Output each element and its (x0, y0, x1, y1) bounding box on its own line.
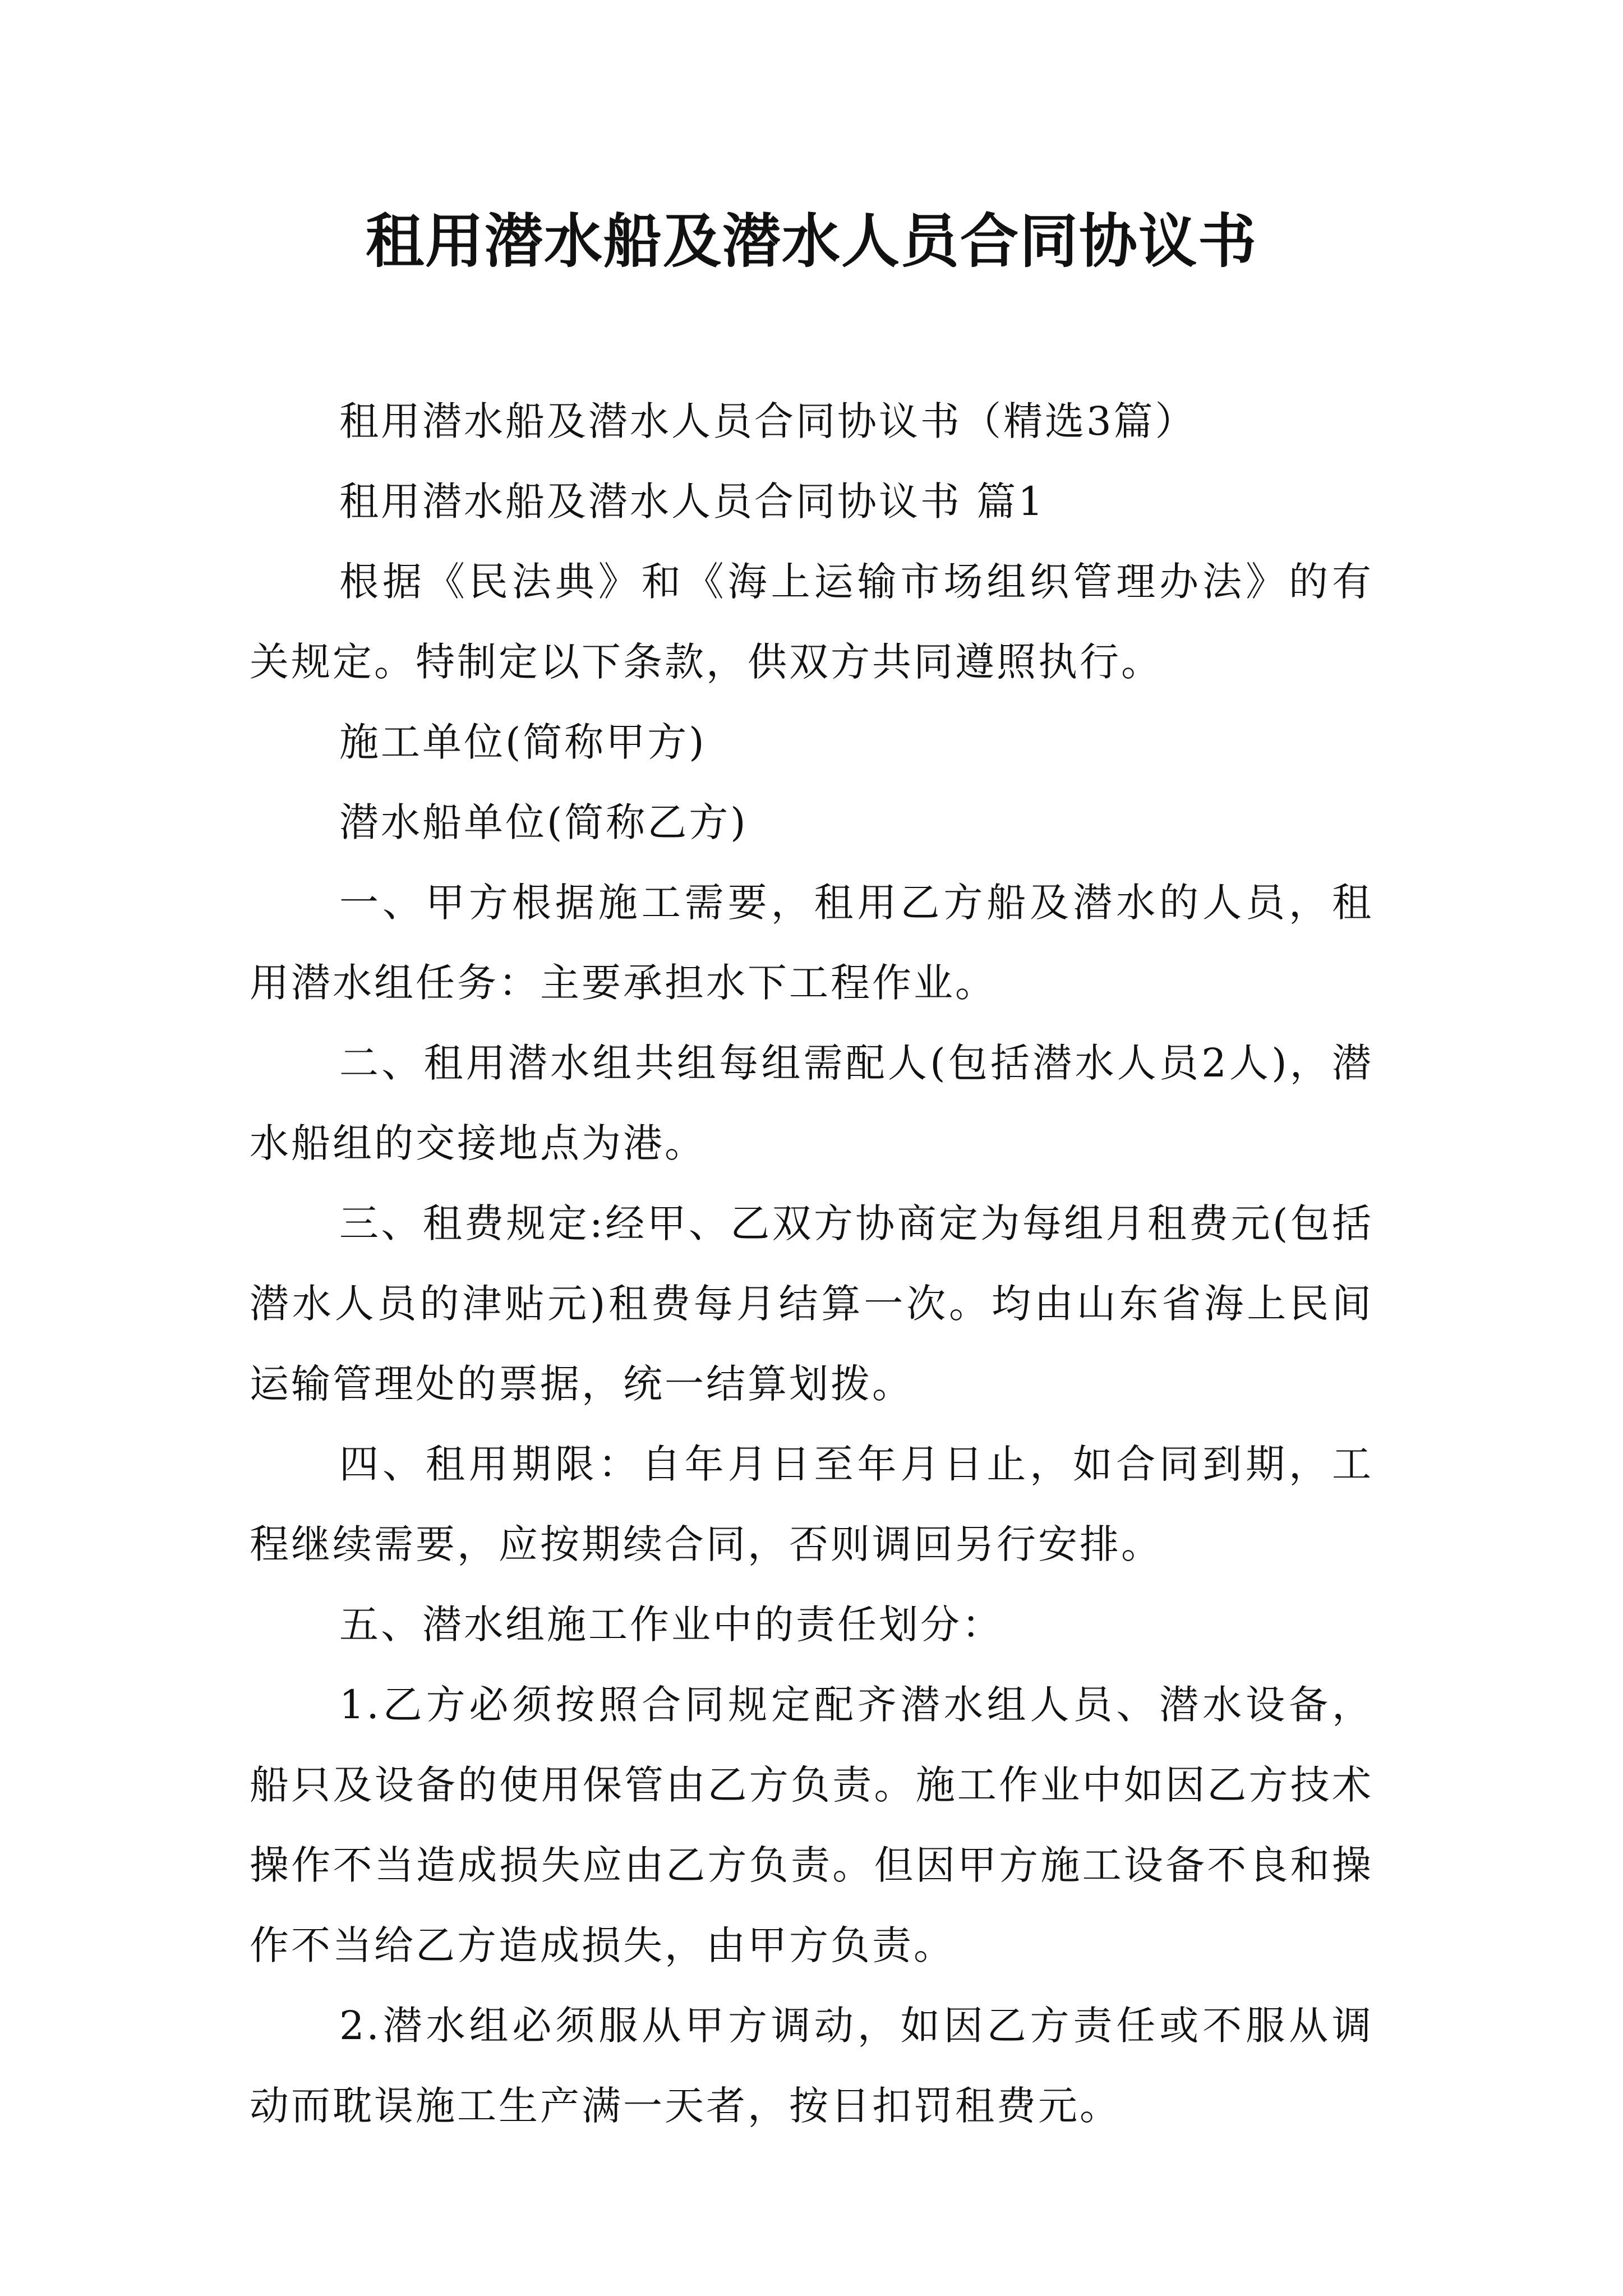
paragraph-party-b: 潜水船单位(简称乙方) (339, 799, 748, 845)
paragraph-clause-4: 四、租用期限：自年月日至年月日止，如合同到期，工程继续需要，应按期续合同，否则调回另行安排。 (250, 1441, 1373, 1567)
paragraph-section-heading: 租用潜水船及潜水人员合同协议书 篇1 (339, 478, 1045, 524)
paragraph-subtitle: 租用潜水船及潜水人员合同协议书（精选3篇） (339, 398, 1197, 444)
paragraph-clause-5: 五、潜水组施工作业中的责任划分： (339, 1602, 1003, 1648)
paragraph-clause-5-item-2: 2.潜水组必须服从甲方调动，如因乙方责任或不服从调动而耽误施工生产满一天者，按日扣罚租费元。 (250, 2003, 1373, 2129)
paragraph-clause-3: 三、租费规定:经甲、乙双方协商定为每组月租费元(包括潜水人员的津贴元)租费每月结算一次。均由山东省海上民间运输管理处的票据，统一结算划拨。 (250, 1200, 1373, 1407)
paragraph-party-a: 施工单位(简称甲方) (339, 719, 707, 765)
document-title: 租用潜水船及潜水人员合同协议书 (365, 206, 1257, 275)
paragraph-clause-2: 二、租用潜水组共组每组需配人(包括潜水人员2人)，潜水船组的交接地点为港。 (250, 1040, 1373, 1166)
paragraph-clause-1: 一、甲方根据施工需要，租用乙方船及潜水的人员，租用潜水组任务：主要承担水下工程作业。 (250, 880, 1373, 1006)
paragraph-preamble: 根据《民法典》和《海上运输市场组织管理办法》的有关规定。特制定以下条款，供双方共同遵照执行。 (250, 559, 1373, 685)
document-body (250, 381, 1373, 2146)
paragraph-clause-5-item-1: 1.乙方必须按照合同规定配齐潜水组人员、潜水设备，船只及设备的使用保管由乙方负责。施工作业中如因乙方技术操作不当造成损失应由乙方负责。但因甲方施工设备不良和操作不当给乙方造成损失，由甲方负责。 (250, 1682, 1373, 1968)
